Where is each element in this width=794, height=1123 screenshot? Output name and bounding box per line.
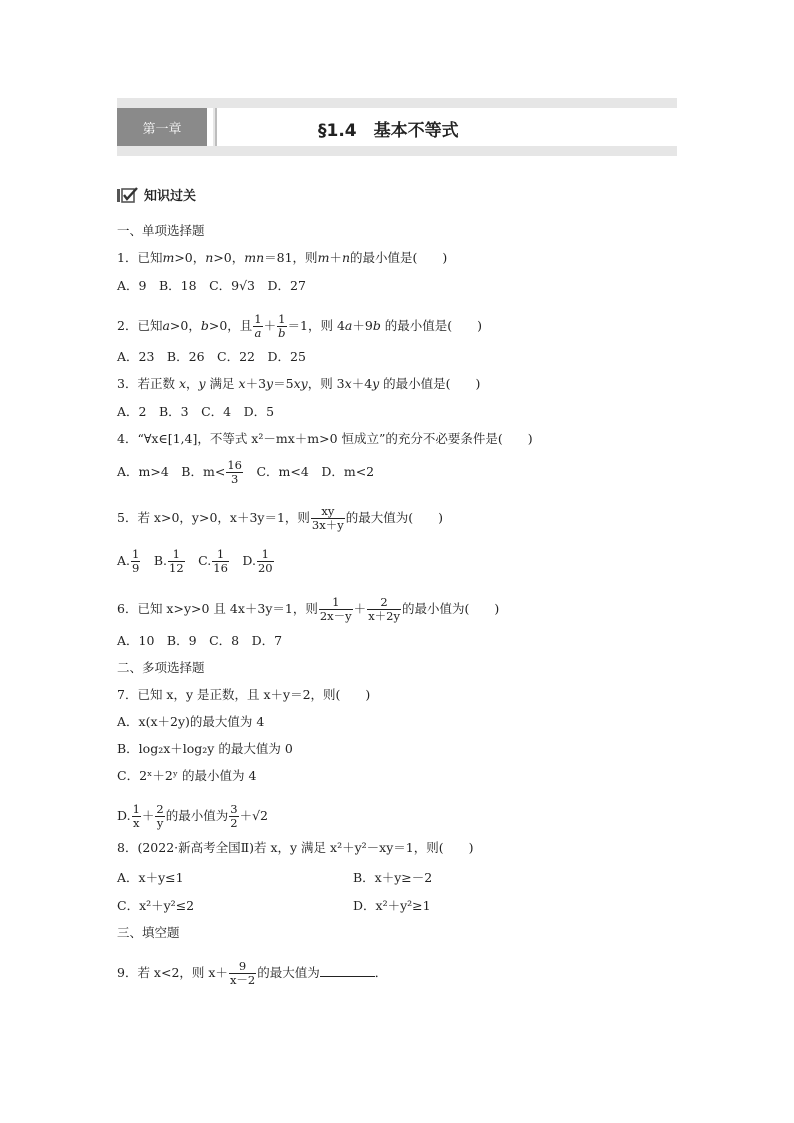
question-8: 8．(2022·新高考全国Ⅱ)若 x，y 满足 x²＋y²－xy＝1，则( ) xyxy=(117,840,474,855)
checkbox-check-icon xyxy=(117,187,139,203)
question-3: 3．若正数 x，y 满足 x＋3y＝5xy，则 3x＋4y 的最小值是( ) xyxy=(117,376,481,391)
question-8-row-1 xyxy=(117,870,433,886)
fraction: $\frac{1}{2x-y}$ xyxy=(319,595,352,623)
question-1-options: A．9 B．18 C．9√3 D．27 xyxy=(117,278,306,293)
question-8-option-c: C．x²＋y²≤2 xyxy=(117,898,195,913)
question-4-options: A．m>4 B．m< $\frac{16}{3}$ C．m<4 D．m<2 xyxy=(117,458,375,486)
fraction: $\frac{1}{20}$ xyxy=(257,547,273,575)
question-8-option-d: D．x²＋y²≥1 xyxy=(353,898,431,913)
fraction: $\frac{xy}{3x+y}$ xyxy=(311,504,344,532)
part1-heading: 一、单项选择题 xyxy=(117,223,205,238)
answer-blank[interactable] xyxy=(320,964,375,977)
fraction: $\frac{3}{2}$ xyxy=(230,802,238,830)
part3-heading: 三、填空题 xyxy=(117,925,180,940)
question-7-option-c: C．2ˣ＋2ʸ 的最小值为 4 xyxy=(117,768,257,783)
fraction: $\frac{2}{y}$ xyxy=(156,802,164,830)
question-6-options: A．10 B．9 C．8 D．7 xyxy=(117,633,283,648)
question-5-options: A. $\frac{1}{9}$ B. $\frac{1}{12}$ C. $\frac{1}{16}$ D. $\frac{1}{20}$ xyxy=(117,547,273,575)
question-3-options: A．2 B．3 C．4 D．5 xyxy=(117,404,275,419)
section-label xyxy=(117,185,196,204)
question-7-option-a: A．x(x＋2y)的最大值为 4 xyxy=(117,714,265,729)
question-1: 1．已知m>0，n>0，mn＝81，则m＋n的最小值是( ) xyxy=(117,250,448,265)
question-5: 5．若 x>0，y>0，x＋3y＝1，则 $\frac{xy}{3x+y}$ 的最大值为( ) xyxy=(117,504,443,532)
fraction: $\frac{2}{x+2y}$ xyxy=(368,595,400,623)
question-2-options: A．23 B．26 C．22 D．25 xyxy=(117,349,306,364)
question-4: 4．“∀x∈[1,4]，不等式 x²－mx＋m>0 恒成立”的充分不必要条件是( ) xyxy=(117,431,533,446)
question-7-option-d: D. $\frac{1}{x}$ ＋ $\frac{2}{y}$ 的最小值为 $\frac{3}{2}$ ＋√2 xyxy=(117,802,268,830)
fraction: $\frac{1}{b}$ xyxy=(278,312,286,340)
question-9: 9．若 x<2，则 x＋ $\frac{9}{x-2}$ 的最大值为 ． xyxy=(117,959,388,987)
page-title: §1.4 基本不等式 xyxy=(318,121,459,141)
question-6: 6．已知 x>y>0 且 4x＋3y＝1，则 $\frac{1}{2x-y}$ ＋ $\frac{2}{x+2y}$ 的最小值为( ) xyxy=(117,595,500,623)
question-7: 7．已知 x，y 是正数，且 x＋y＝2，则( ) xyxy=(117,687,371,702)
question-2: 2．已知a>0，b>0，且 $\frac{1}{a}$ ＋ $\frac{1}{b}$ ＝1，则 4a＋9b 的最小值是( ) xyxy=(117,312,483,340)
fraction: $\frac{9}{x-2}$ xyxy=(229,959,256,987)
fraction: $\frac{1}{9}$ xyxy=(132,547,140,575)
question-8-row-2 xyxy=(117,898,431,914)
question-8-option-a: A．x＋y≤1 xyxy=(117,870,184,885)
fraction: $\frac{1}{16}$ xyxy=(213,547,228,575)
fraction: $\frac{1}{a}$ xyxy=(254,312,262,340)
fraction: $\frac{1}{x}$ xyxy=(132,802,140,830)
part2-heading: 二、多项选择题 xyxy=(117,660,205,675)
question-7-option-b: B．log₂x＋log₂y 的最大值为 0 xyxy=(117,741,293,756)
question-8-option-b: B．x＋y≥－2 xyxy=(353,870,433,885)
chapter-label: 第一章 xyxy=(117,108,213,146)
fraction: $\frac{16}{3}$ xyxy=(227,458,242,486)
fraction: $\frac{1}{12}$ xyxy=(169,547,184,575)
section-label-text: 知识过关 xyxy=(144,189,197,204)
